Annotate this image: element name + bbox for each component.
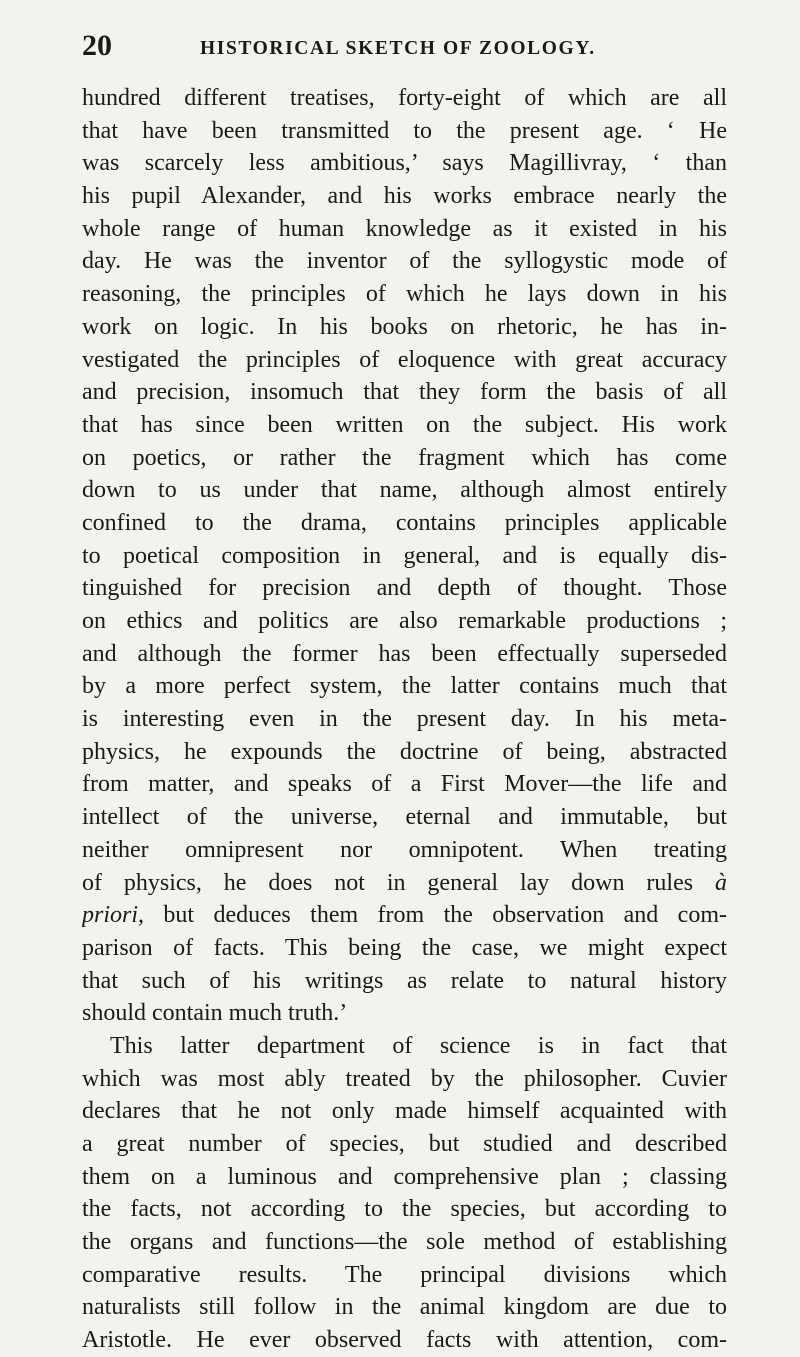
text-line: the organs and functions—the sole method of establishing xyxy=(82,1229,727,1256)
page-header xyxy=(82,28,722,68)
text-line: physics, he expounds the doctrine of being, abstracted xyxy=(82,738,727,765)
text-line xyxy=(82,899,727,932)
text-segment: of physics, he does not in general lay down rules xyxy=(82,869,694,896)
text-line-paragraph-start: This latter department of science is in fact that xyxy=(110,1032,727,1059)
text-line: parison of facts. This being the case, we might expect xyxy=(82,934,727,961)
text-line: by a more perfect system, the latter contains much that xyxy=(82,673,727,700)
text-line: that such of his writings as relate to natural history xyxy=(82,967,727,994)
page-number: 20 xyxy=(82,29,112,62)
text-line: them on a luminous and comprehensive plan ; classing xyxy=(82,1163,727,1190)
text-line: from matter, and speaks of a First Mover—the life and xyxy=(82,771,727,798)
text-line: confined to the drama, contains principles applicable xyxy=(82,509,727,536)
text-line: day. He was the inventor of the syllogystic mode of xyxy=(82,248,727,275)
text-line: the facts, not according to the species, but according to xyxy=(82,1196,727,1223)
text-line: whole range of human knowledge as it existed in his xyxy=(82,215,727,242)
text-line xyxy=(82,867,727,900)
text-line: reasoning, the principles of which he lays down in his xyxy=(82,281,727,308)
text-line: comparative results. The principal divisions which xyxy=(82,1261,727,1288)
text-line: naturalists still follow in the animal kingdom are due to xyxy=(82,1294,727,1321)
text-line: his pupil Alexander, and his works embrace nearly the xyxy=(82,183,727,210)
body-text xyxy=(82,82,727,1357)
text-line: that has since been written on the subject. His work xyxy=(82,411,727,438)
text-line: on poetics, or rather the fragment which has come xyxy=(82,444,727,471)
text-line: that have been transmitted to the present age. ‘ He xyxy=(82,117,727,144)
text-line: hundred different treatises, forty-eight of which are all xyxy=(82,85,727,111)
text-line: and precision, insomuch that they form the basis of all xyxy=(82,379,727,406)
text-line: declares that he not only made himself acquainted with xyxy=(82,1098,727,1125)
italic-a: à xyxy=(715,869,727,896)
text-line: which was most ably treated by the philosopher. Cuvier xyxy=(82,1065,727,1092)
text-line: and although the former has been effectually superseded xyxy=(82,640,727,667)
text-line: on ethics and politics are also remarkable productions ; xyxy=(82,608,727,634)
running-head: HISTORICAL SKETCH OF ZOOLOGY. xyxy=(200,38,596,59)
text-line: was scarcely less ambitious,’ says Magillivray, ‘ than xyxy=(82,150,727,177)
text-line: is interesting even in the present day. In his meta- xyxy=(82,706,727,733)
text-line: Aristotle. He ever observed facts with attention, com- xyxy=(82,1327,727,1354)
italic-priori: priori, xyxy=(82,902,145,929)
text-line: down to us under that name, although almost entirely xyxy=(82,477,727,504)
text-line: vestigated the principles of eloquence with great accuracy xyxy=(82,346,727,373)
text-line: neither omnipresent nor omnipotent. When treating xyxy=(82,836,727,863)
text-line: should contain much truth.’ xyxy=(82,1000,348,1027)
text-line: tinguished for precision and depth of thought. Those xyxy=(82,575,727,602)
text-line: work on logic. In his books on rhetoric, he has in- xyxy=(82,313,727,340)
text-line: intellect of the universe, eternal and immutable, but xyxy=(82,804,727,831)
text-line: to poetical composition in general, and is equally dis- xyxy=(82,542,727,569)
text-line: a great number of species, but studied and described xyxy=(82,1131,727,1157)
text-segment: but deduces them from the observation and com- xyxy=(144,902,727,929)
